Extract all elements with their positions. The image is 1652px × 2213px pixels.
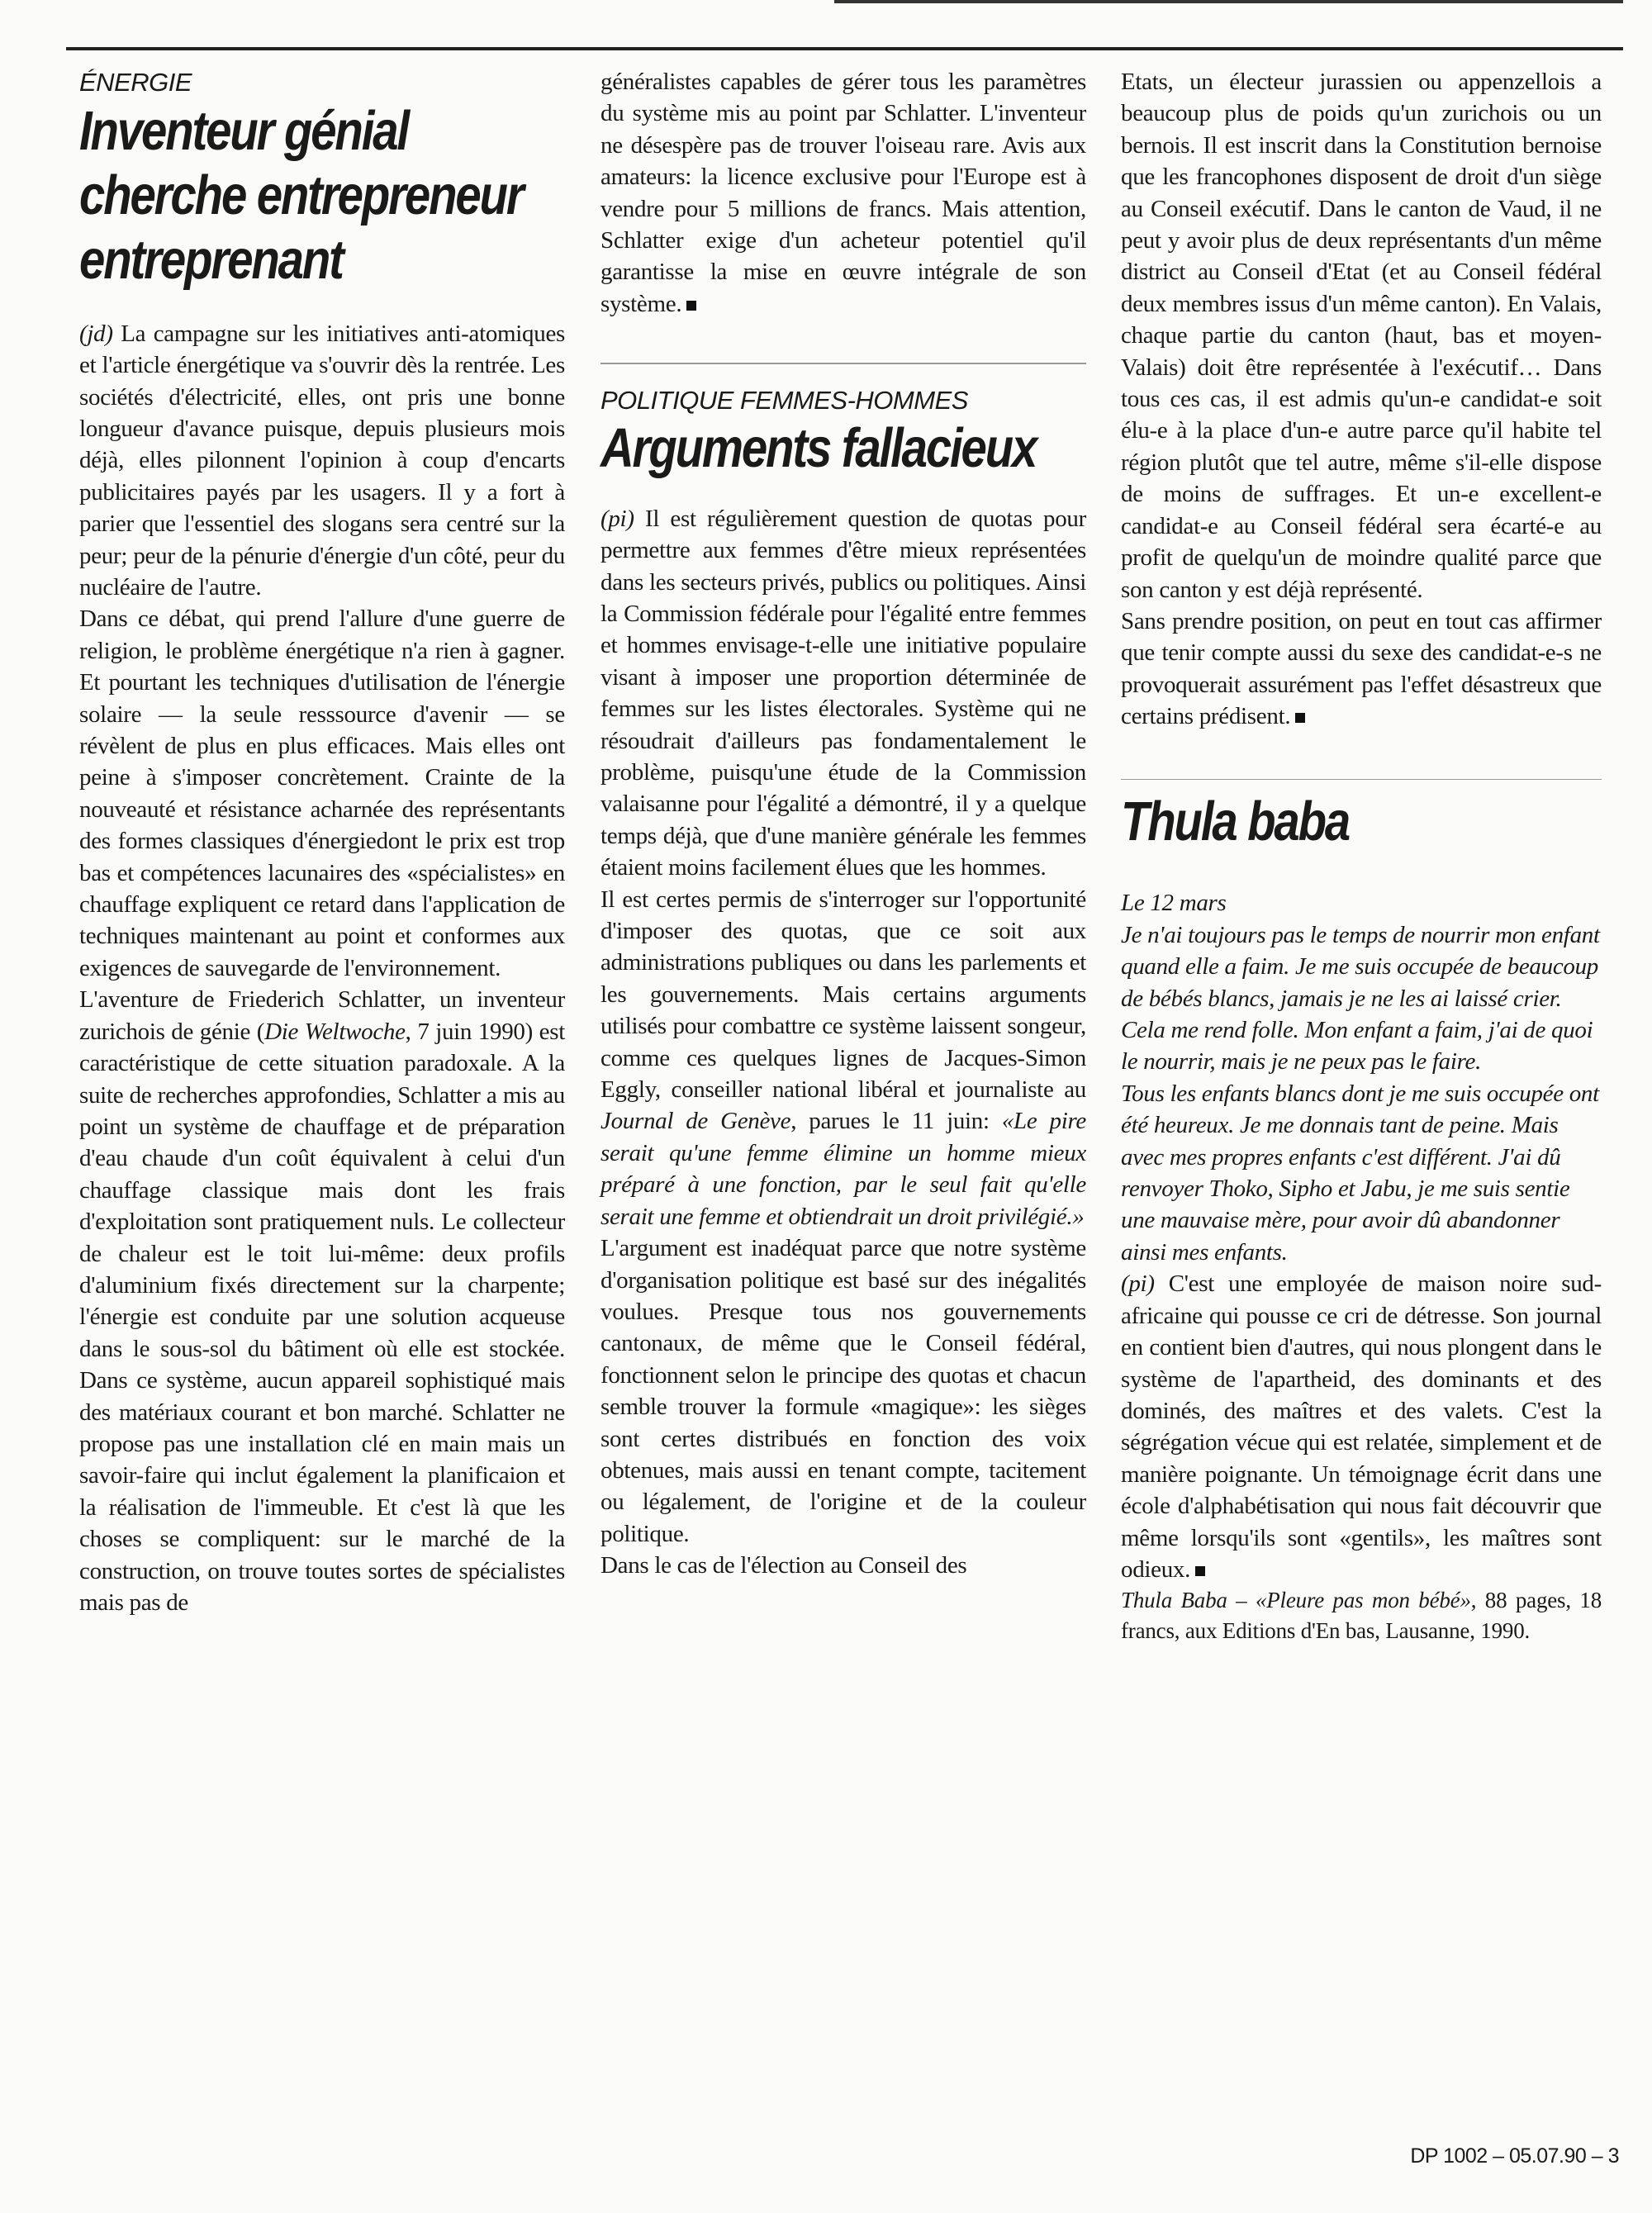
page-footer: DP 1002 – 05.07.90 – 3 — [1410, 2144, 1619, 2168]
paragraph: L'argument est inadéquat parce que notre système d'organisation politique est basé sur des inégalités voulues. Presque tous nos gouvernements cantonaux, de même que le Conseil fédéral, fonctionnent selon le principe des quotas et chacun semble trouver la formule «magique»: les sièges sont certes distribués en fonction des voix obtenues, mais aussi en tenant compte, tacitement ou légalement, de l'origine et de la couleur politique. — [601, 1235, 1086, 1547]
journal-excerpt — [1121, 887, 1602, 1268]
citation: Journal de Genève — [601, 1108, 791, 1135]
journal-date: Le 12 mars — [1121, 890, 1227, 917]
article-kicker: ÉNERGIE — [79, 68, 192, 97]
article-body-continued — [1121, 66, 1602, 733]
paragraph-text: La campagne sur les initiatives anti-atomiques et l'article énergétique va s'ouvrir dès la rentrée. Les sociétés d'électricité, elles, ont pris une bonne longueur d'avance puisque, depuis plusieurs mois déjà, elles pilonnent l'opinion à coup d'encarts publicitaires payés par les usagers. Il y a fort à parier que l'essentiel des slogans sera centré sur la peur; peur de la pénurie d'énergie d'un côté, peur du nucléaire de l'autre. — [79, 320, 565, 601]
paragraph-text: Sans prendre position, on peut en tout cas affirmer que tenir compte aussi du sexe des candidat-e-s ne provoquerait assurément pas l'effet désastreux que certains prédisent. — [1121, 607, 1602, 730]
byline: (pi) — [1121, 1270, 1155, 1298]
quotation: «Le pire serait qu'une femme élimine un homme mieux préparé à une fonction, par le seul fait qu'elle serait une femme et obtiendrait un droit privilégié.» — [601, 1108, 1086, 1230]
paragraph — [79, 318, 565, 604]
top-rule-short — [834, 0, 1623, 3]
column-2 — [601, 66, 1086, 1582]
paragraph-text: , 7 juin 1990) est caractéristique de cette situation paradoxale. A la suite de recherches approfondies, Schlatter a mis au point un système de chauffage et de préparation d'eau chaude d'un coût équivalent à celui d'un chauffage classique mais dont les frais d'exploitation sont pratiquement nuls. Le collecteur de chaleur est le toit lui-même: deux profils d'aluminium fixés directement sur la charpente; l'énergie est conduite par une solution acqueuse dans le sous-sol du bâtiment où elle est stockée. Dans ce système, aucun appareil sophistiqué mais des matériaux courant et bon marché. Schlatter ne propose pas une installation clé en main mais un savoir-faire qui inclut également la planificaion et la réalisation de l'immeuble. Et c'est là que les choses se compliquent: sur le marché de la construction, on trouve toutes sortes de spécialistes mais pas de — [79, 1018, 565, 1617]
paragraph: Etats, un électeur jurassien ou appenzellois a beaucoup plus de poids qu'un zurichois ou un bernois. Il est inscrit dans la Constitution bernoise que les francophones disposent de droit d'un siège au Conseil exécutif. Dans le canton de Vaud, il ne peut y avoir plus de deux représentants d'un même district au Conseil d'Etat (et au Conseil fédéral deux membres issus d'un même canton). En Valais, chaque partie du canton (haut, bas et moyen-Valais) doit être représentée à l'exécutif… Dans tous ces cas, il est admis qu'un-e candidat-e soit élu-e à la place d'un-e autre parce qu'il habite tel région plutôt que tel autre, même s'il-elle dispose de moins de suffrages. Et un-e excellent-e candidat-e au Conseil fédéral sera écarté-e au profit de quelqu'un de moindre qualité parce que son canton y est déjà représenté. — [1121, 69, 1602, 603]
paragraph — [1121, 605, 1602, 733]
article-body — [601, 503, 1086, 1582]
paragraph-text: généralistes capables de gérer tous les paramètres du système mis au point par Schlatter. L'inventeur ne désespère pas de trouver l'oiseau rare. Avis aux amateurs: la licence exclusive pour l'Europe est à vendre pour 5 millions de francs. Mais attention, Schlatter exige d'un acheteur potentiel qu'il garantisse la mise en œuvre intégrale de son système. — [601, 69, 1086, 317]
column-3 — [1121, 66, 1602, 1646]
paragraph-text: L'aventure de Friederich Schlatter, un inventeur zurichois de génie ( — [79, 986, 565, 1045]
journal-entry: Je n'ai toujours pas le temps de nourrir mon enfant quand elle a faim. Je me suis occupée de beaucoup de bébés blancs, jamais je ne les ai laissé crier. Cela me rend folle. Mon enfant a faim, j'ai de quoi le nourrir, mais je ne peux pas le faire. — [1121, 921, 1600, 1076]
paragraph-text: C'est une employée de maison noire sud-africaine qui pousse ce cri de détresse. Son journal en contient bien d'autres, qui nous plongent dans le système de l'apartheid, des dominants et des dominés, des maîtres et des valets. C'est la ségrégation vécue qui est relatée, simplement et de manière poignante. Un témoignage écrit dans une école d'alphabétisation qui nous fait découvrir que même lorsqu'ils sont «gentils», les maîtres sont odieux. — [1121, 1270, 1602, 1583]
paragraph — [601, 503, 1086, 884]
end-mark-icon — [686, 301, 696, 311]
book-title: Thula Baba – «Pleure pas mon bébé» — [1121, 1588, 1471, 1613]
paragraph-text: Il est régulièrement question de quotas pour permettre aux femmes d'être mieux représentées dans les secteurs privés, publics ou politiques. Ainsi la Commission fédérale pour l'égalité entre femmes et hommes envisage-t-elle une initiative populaire visant à imposer une proportion déterminée de femmes sur les listes électorales. Système qui ne résoudrait d'ailleurs pas fondamentalement le problème, puisqu'une étude de la Commission valaisanne pour l'égalité a démontré, il y a quelque temps déjà, que d'une manière générale les femmes étaient moins facilement élues que les hommes. — [601, 505, 1086, 881]
article-headline: Inventeur génial cherche entrepreneur entreprenant — [79, 99, 523, 292]
paragraph — [601, 884, 1086, 1232]
byline: (jd) — [79, 320, 113, 347]
header-rule — [66, 47, 1623, 50]
paragraph — [79, 984, 565, 1618]
section-divider — [601, 363, 1086, 364]
paragraph: Dans ce débat, qui prend l'allure d'une guerre de religion, le problème énergétique n'a rien à gagner. Et pourtant les techniques d'utilisation de l'énergie solaire — la seule resssource d'avenir — se révèlent de plus en plus efficaces. Mais elles ont peine à s'imposer concrètement. Crainte de la nouveauté et résistance acharnée des représentants des formes classiques d'énergiedont le prix est trop bas et compétences lacunaires des «spécialistes» en chauffage expliquent ce retard dans l'application de techniques maintenant au point et conformes aux exigences de sauvegarde de l'environnement. — [79, 605, 565, 981]
paragraph — [601, 66, 1086, 320]
paragraph: Dans le cas de l'élection au Conseil des — [601, 1552, 967, 1579]
article-headline: Arguments fallacieux — [601, 417, 1037, 480]
article-headline: Thula baba — [1121, 791, 1350, 853]
book-details: , 88 pages, 18 francs, aux Editions d'En bas, Lausanne, 1990. — [1121, 1588, 1602, 1644]
paragraph-text: Il est certes permis de s'interroger sur l'opportunité d'imposer des quotas, que ce soit aux administrations publiques ou dans les parlements et les gouvernements. Mais certains arguments utilisés pour combattre ce système laissent songeur, comme ces quelques lignes de Jacques-Simon Eggly, conseiller national libéral et journaliste au — [601, 886, 1086, 1104]
paragraph-text: , parues le 11 juin: — [790, 1108, 1002, 1135]
article-body-continued — [601, 66, 1086, 320]
column-1 — [79, 68, 565, 1618]
byline: (pi) — [601, 505, 634, 532]
article-body — [79, 318, 565, 1619]
section-divider — [1121, 779, 1602, 781]
end-mark-icon — [1295, 713, 1305, 723]
article-body — [1121, 1268, 1602, 1585]
citation: Die Weltwoche — [264, 1018, 406, 1045]
article-kicker: POLITIQUE FEMMES-HOMMES — [601, 385, 968, 415]
journal-entry: Tous les enfants blancs dont je me suis occupée ont été heureux. Je me donnais tant de peine. Mais avec mes propres enfants c'est différent. J'ai dû renvoyer Thoko, Sipho et Jabu, je me suis sentie une mauvaise mère, pour avoir dû abandonner ainsi mes enfants. — [1121, 1080, 1599, 1266]
paragraph — [1121, 1268, 1602, 1585]
end-mark-icon — [1195, 1566, 1205, 1576]
book-credit — [1121, 1585, 1602, 1646]
